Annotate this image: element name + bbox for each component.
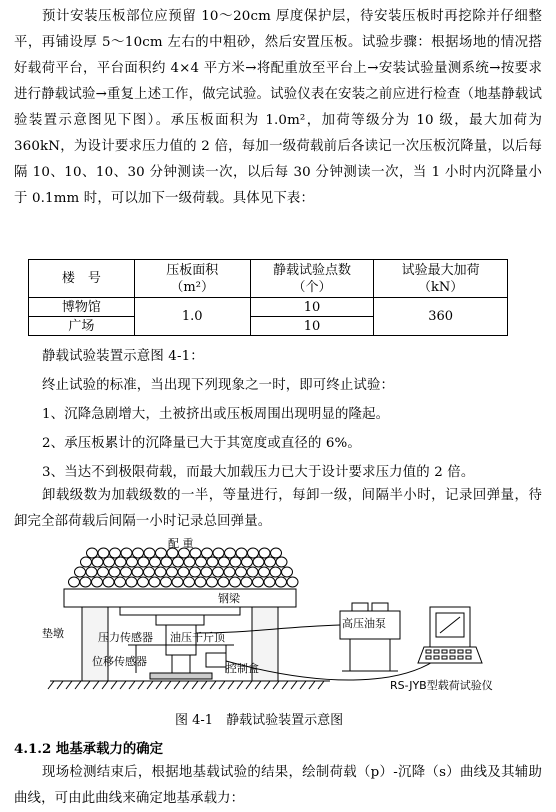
counterweight-log xyxy=(271,548,282,558)
counterweight-log xyxy=(276,557,287,567)
ground-hatch xyxy=(219,681,225,689)
counterweight-log xyxy=(98,548,109,558)
counterweight-log xyxy=(121,567,132,577)
counterweight-log xyxy=(149,577,160,587)
ground-hatch xyxy=(273,681,279,689)
counterweight-log xyxy=(282,567,293,577)
ground-hatch xyxy=(282,681,288,689)
counterweight-log xyxy=(270,567,281,577)
cell-points: 10 xyxy=(250,298,374,317)
ground-hatch xyxy=(165,681,171,689)
ground-hatch xyxy=(192,681,198,689)
counterweight-log xyxy=(138,577,149,587)
counterweight-log xyxy=(219,557,230,567)
cell-building: 博物馆 xyxy=(29,298,135,317)
counterweight-log xyxy=(150,557,161,567)
list-item-2: 2、承压板累计的沉降量已大于其宽度或直径的 6%。 xyxy=(42,436,361,451)
counterweight-log xyxy=(184,577,195,587)
counterweight-log xyxy=(104,557,115,567)
cell-points: 10 xyxy=(250,317,374,336)
counterweight-log xyxy=(69,577,80,587)
counterweight-log xyxy=(225,548,236,558)
counterweight-log xyxy=(242,557,253,567)
ground-hatch xyxy=(75,681,81,689)
counterweight-log xyxy=(287,577,298,587)
ground-hatch xyxy=(183,681,189,689)
counterweight-log xyxy=(230,557,241,567)
ground-hatch xyxy=(246,681,252,689)
counterweight-log xyxy=(230,577,241,587)
ground-hatch xyxy=(84,681,90,689)
pier-left xyxy=(82,607,108,681)
list-item-1: 1、沉降急剧增大，土被挤出或压板周围出现明显的隆起。 xyxy=(42,407,390,422)
header-building: 楼 号 xyxy=(29,260,135,298)
ground-hatch xyxy=(309,681,315,689)
cell-load: 360 xyxy=(374,298,508,336)
counterweight-stack xyxy=(69,548,299,587)
ground-hatch xyxy=(174,681,180,689)
ground-hatch xyxy=(264,681,270,689)
counterweight-log xyxy=(92,577,103,587)
cell-building: 广场 xyxy=(29,317,135,336)
counterweight-log xyxy=(190,567,201,577)
counterweight-log xyxy=(218,577,229,587)
counterweight-log xyxy=(126,577,137,587)
counterweight-log xyxy=(247,567,258,577)
ground-hatch xyxy=(228,681,234,689)
counterweight-log xyxy=(138,557,149,567)
ground-hatch xyxy=(120,681,126,689)
counterweight-log xyxy=(87,548,98,558)
counterweight-log xyxy=(81,557,92,567)
label-pump: 高压油泵 xyxy=(342,617,386,630)
counterweight-log xyxy=(195,577,206,587)
counterweight-log xyxy=(265,557,276,567)
ground-hatch xyxy=(210,681,216,689)
ground-hatch xyxy=(102,681,108,689)
ground-hatch xyxy=(48,681,54,689)
ground-hatch xyxy=(57,681,63,689)
counterweight-log xyxy=(173,557,184,567)
counterweight-log xyxy=(207,577,218,587)
counterweight-log xyxy=(115,577,126,587)
paragraph-diagram-intro: 静载试验装置示意图 4-1： xyxy=(42,349,204,364)
paragraph-bearing-capacity: 现场检测结束后，根据地基载试验的结果，绘制荷载（p）-沉降（s）曲线及其辅助曲线，可由此曲线来确定地基承载力： xyxy=(14,765,542,806)
counterweight-log xyxy=(121,548,132,558)
counterweight-log xyxy=(236,567,247,577)
counterweight-log xyxy=(259,548,270,558)
counterweight-log xyxy=(161,557,172,567)
counterweight-log xyxy=(196,557,207,567)
counterweight-log xyxy=(92,557,103,567)
label-disp-sensor: 位移传感器 xyxy=(92,655,147,668)
label-pier: 垫墩 xyxy=(42,627,64,640)
cell-area: 1.0 xyxy=(134,298,250,336)
counterweight-log xyxy=(253,557,264,567)
counterweight-log xyxy=(213,548,224,558)
header-load: 试验最大加荷 （kN） xyxy=(374,260,508,298)
ground-hatch xyxy=(111,681,117,689)
section-heading: 4.1.2 地基承载力的确定 xyxy=(14,741,164,757)
load-plate xyxy=(150,673,212,679)
counterweight-log xyxy=(133,548,144,558)
counterweight-log xyxy=(161,577,172,587)
ground-hatch xyxy=(255,681,261,689)
ground-hatch xyxy=(201,681,207,689)
counterweight-log xyxy=(109,567,120,577)
counterweight-log xyxy=(75,567,86,577)
counterweight-log xyxy=(202,548,213,558)
counterweight-log xyxy=(144,548,155,558)
counterweight-log xyxy=(201,567,212,577)
ground-hatch xyxy=(129,681,135,689)
counterweight-log xyxy=(224,567,235,577)
counterweight-log xyxy=(132,567,143,577)
label-control-box: 控制盒 xyxy=(226,662,259,675)
ground-hatch xyxy=(138,681,144,689)
counterweight-log xyxy=(98,567,109,577)
counterweight-log xyxy=(86,567,97,577)
paragraph-test-procedure: 预计安装压板部位应预留 10～20cm 厚度保护层，待安装压板时再挖除并仔细整平，再铺设厚 5～10cm 左右的中粗砂，然后安置压板。试验步骤：根据场地的情况搭好载荷平台，平台面积约 4×4 平方米→将配重放至平台上→安装试验量测系统→按要求进行静载试验→重复上述工作，做完试验。试验仪表在安装之前应进行检查（地基静载试验装置示意图见下图）。承压板面积为 1.0m²，加荷等级分为 10 级，最大加荷为 360kN，为设计要求压力值的 2 倍，每加一级荷载前后各读记一次压板沉降量，以后每隔 10、10、10、30 分钟测读一次，以后每 30 分钟测读一次，当 1 小时内沉降量小于 0.1mm 时，可以加下一级荷载。具体见下表： xyxy=(14,9,542,206)
counterweight-log xyxy=(127,557,138,567)
counterweight-log xyxy=(178,567,189,577)
counterweight-log xyxy=(144,567,155,577)
counterweight-log xyxy=(253,577,264,587)
ground-hatch xyxy=(318,681,324,689)
counterweight-log xyxy=(115,557,126,567)
counterweight-log xyxy=(236,548,247,558)
header-area: 压板面积 （m²） xyxy=(134,260,250,298)
list-item-3: 3、当达不到极限荷载，而最大加载压力已大于设计要求压力值的 2 倍。 xyxy=(42,465,475,480)
counterweight-log xyxy=(156,548,167,558)
test-spec-table xyxy=(28,259,508,336)
counterweight-log xyxy=(207,557,218,567)
counterweight-log xyxy=(80,577,91,587)
label-counterweight: 配 重 xyxy=(168,537,194,550)
label-steel-beam: 钢梁 xyxy=(218,592,240,605)
counterweight-log xyxy=(259,567,270,577)
counterweight-log xyxy=(167,567,178,577)
label-jack: 油压千斤顶 xyxy=(170,631,225,644)
counterweight-log xyxy=(264,577,275,587)
counterweight-log xyxy=(241,577,252,587)
control-box xyxy=(206,653,226,667)
ground-hatch xyxy=(66,681,72,689)
paragraph-stop-criteria: 终止试验的标准，当出现下列现象之一时，即可终止试验： xyxy=(42,378,395,393)
ground-hatch xyxy=(291,681,297,689)
steel-beam xyxy=(64,589,296,607)
load-test-diagram xyxy=(20,537,540,709)
counterweight-log xyxy=(213,567,224,577)
counterweight-log xyxy=(155,567,166,577)
label-pressure-sensor: 压力传感器 xyxy=(98,631,153,644)
ground-hatch xyxy=(147,681,153,689)
counterweight-log xyxy=(110,548,121,558)
paragraph-unloading: 卸载级数为加载级数的一半，等量进行，每卸一级，间隔半小时，记录回弹量，待卸完全部荷载后间隔一小时记录总回弹量。 xyxy=(14,488,542,529)
counterweight-log xyxy=(248,548,259,558)
ground-hatch xyxy=(300,681,306,689)
counterweight-log xyxy=(103,577,114,587)
counterweight-log xyxy=(276,577,287,587)
counterweight-log xyxy=(172,577,183,587)
ground-hatch xyxy=(237,681,243,689)
figure-caption: 图 4-1 静载试验装置示意图 xyxy=(175,713,344,728)
counterweight-log xyxy=(184,557,195,567)
header-points: 静载试验点数 （个） xyxy=(250,260,374,298)
ground-hatch xyxy=(156,681,162,689)
ground-hatch xyxy=(93,681,99,689)
label-instrument: RS-JYB型载荷试验仪 xyxy=(390,679,493,692)
